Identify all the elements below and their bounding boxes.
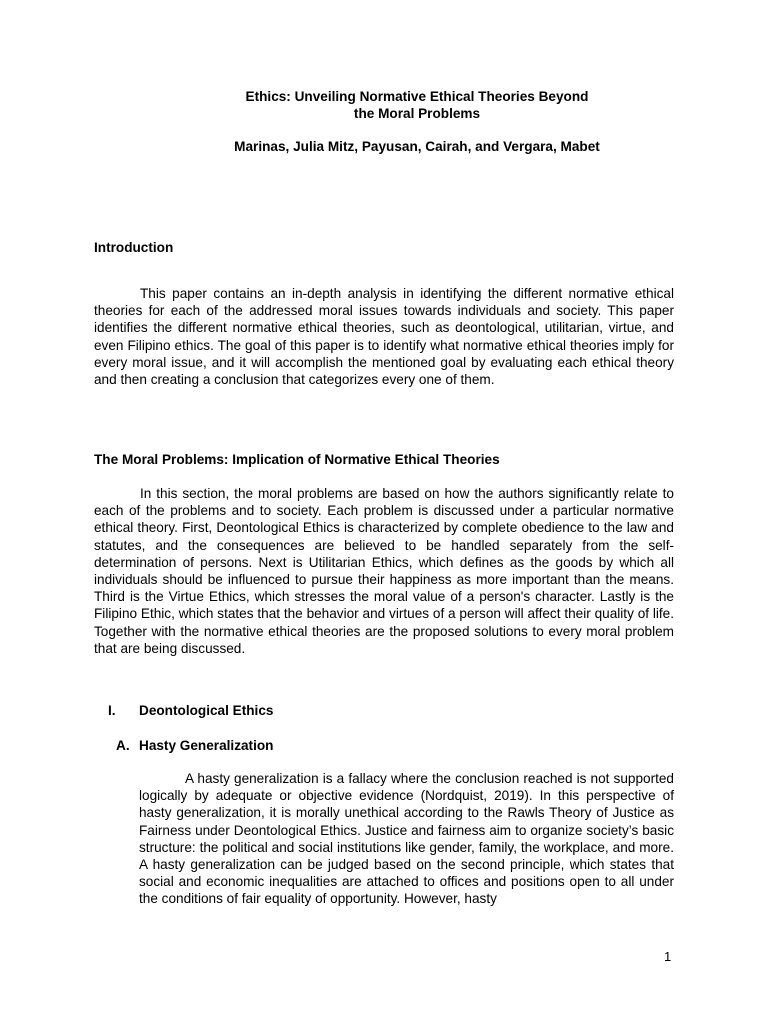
moral-problems-paragraph-text: In this section, the moral problems are based on how the authors significantly relate to each of the problems and to society. Each problem is discussed under a particular normative ethical theory. First, Deontological Ethics is characterized by complete obedience to the law and statutes, and the consequences are believed to be handled separately from the self-determination of persons. Next is Utilitarian Ethics, which defines as the goods by which all individuals should be influenced to pursue their happiness as more important than the means. Third is the Virtue Ethics, which stresses the moral value of a person's character. Lastly is the Filipino Ethic, which states that the behavior and virtues of a person will affect their quality of life. Together with the normative ethical theories are the proposed solutions to every moral problem that are being discussed. (94, 486, 674, 656)
section-1-number: I. (108, 703, 116, 718)
section-1-title: Deontological Ethics (139, 703, 274, 718)
document-title-line1: Ethics: Unveiling Normative Ethical Theories Beyond (245, 89, 589, 104)
subsection-a-letter: A. (116, 738, 130, 753)
page-number: 1 (664, 949, 672, 964)
subsection-a-title: Hasty Generalization (139, 738, 274, 753)
document-authors: Marinas, Julia Mitz, Payusan, Cairah, and Vergara, Mabet (234, 139, 600, 154)
introduction-paragraph-text: This paper contains an in-depth analysis in identifying the different normative ethical theories for each of the addressed moral issues towards individuals and society. This paper identifies the different normative ethical theories, such as deontological, utilitarian, virtue, and even Filipino ethics. The goal of this paper is to identify what normative ethical theories imply for every moral issue, and it will accomplish the mentioned goal by evaluating each ethical theory and then creating a conclusion that categorizes every one of them. (94, 286, 674, 388)
introduction-heading: Introduction (94, 240, 174, 255)
introduction-paragraph (94, 285, 674, 388)
document-title-line2: the Moral Problems (353, 106, 481, 121)
moral-problems-paragraph (94, 485, 674, 657)
moral-problems-heading: The Moral Problems: Implication of Normative Ethical Theories (94, 452, 500, 467)
subsection-a-paragraph (139, 770, 674, 908)
subsection-a-paragraph-text: A hasty generalization is a fallacy where the conclusion reached is not supported logically by adequate or objective evidence (Nordquist, 2019). In this perspective of hasty generalization, it is morally unethical according to the Rawls Theory of Justice as Fairness under Deontological Ethics. Justice and fairness aim to organize society’s basic structure: the political and social institutions like gender, family, the workplace, and more. A hasty generalization can be judged based on the second principle, which states that social and economic inequalities are attached to offices and positions open to all under the conditions of fair equality of opportunity. However, hasty (139, 771, 674, 907)
